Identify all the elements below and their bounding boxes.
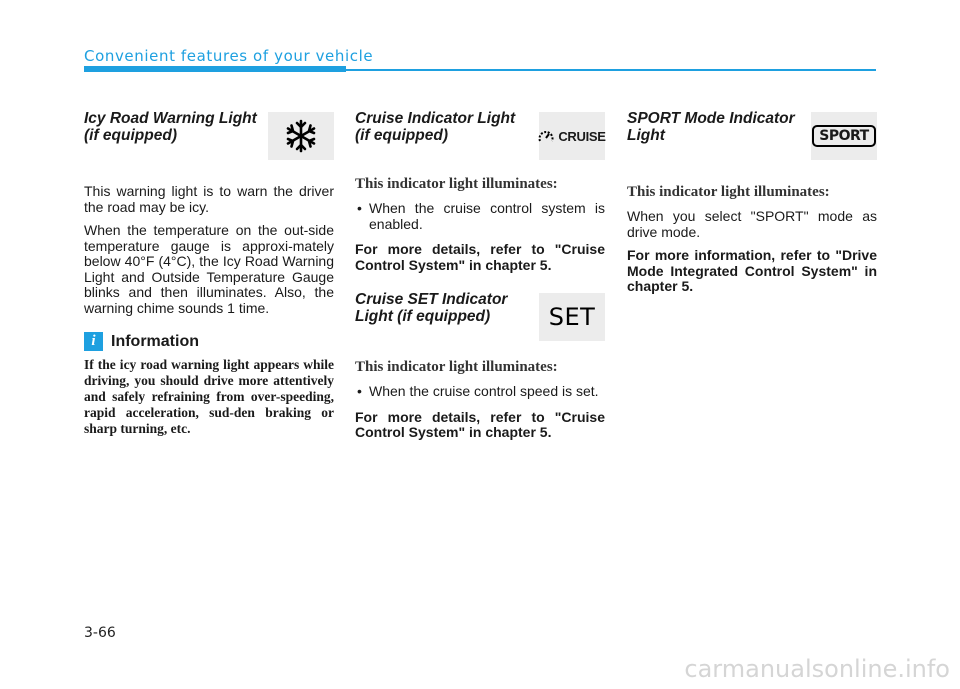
cruise-glyph bbox=[538, 129, 605, 144]
column-sport-mode bbox=[627, 110, 877, 303]
cruise-bullet-list bbox=[355, 201, 605, 232]
sport-title bbox=[627, 110, 807, 144]
information-heading bbox=[84, 332, 334, 351]
icy-road-paragraph-1: This warning light is to warn the driver the road may be icy. bbox=[84, 183, 334, 215]
watermark: carmanualsonline.info bbox=[684, 655, 950, 683]
cruise-icon-text: CRUISE bbox=[558, 128, 606, 144]
cruise-set-indicator-box bbox=[539, 293, 605, 341]
information-text: If the icy road warning light appears while driving, you should drive more attentively and safely refraining from over-speeding, rapid acceleration, sud-den braking or sharp turning, etc. bbox=[84, 357, 334, 436]
information-label: Information bbox=[111, 332, 199, 350]
column-cruise bbox=[355, 110, 605, 449]
sport-paragraph: When you select "SPORT" mode as drive mode. bbox=[627, 208, 877, 240]
header-rule-thick bbox=[84, 66, 346, 72]
cruise-reference-note: For more details, refer to "Cruise Control System" in chapter 5. bbox=[355, 241, 605, 273]
sport-title-line2: Light bbox=[627, 127, 665, 144]
cruise-set-subhead: This indicator light illuminates: bbox=[355, 359, 558, 375]
cruise-heading bbox=[355, 110, 605, 162]
cruise-set-reference-note: For more details, refer to "Cruise Control System" in chapter 5. bbox=[355, 408, 605, 440]
sport-subhead: This indicator light illuminates: bbox=[627, 184, 830, 200]
icy-road-indicator-box bbox=[268, 112, 334, 160]
header-rule-thin bbox=[346, 69, 876, 71]
cruise-title-line1: Cruise Indicator Light bbox=[355, 110, 516, 127]
sport-indicator-box bbox=[811, 112, 877, 160]
icy-road-title-line2: (if equipped) bbox=[84, 127, 177, 144]
sport-icon-text: SPORT bbox=[812, 125, 875, 147]
cruise-indicator-box bbox=[539, 112, 605, 160]
cruise-speedometer-icon bbox=[538, 129, 554, 143]
page-number: 3-66 bbox=[84, 625, 116, 641]
snowflake-icon bbox=[284, 119, 318, 153]
icy-road-paragraph-2: When the temperature on the out-side temperature gauge is approxi-mately below 40°F (4°C), the Icy Road Warning Light and Outside Temperature Gauge blinks and then illuminates. Also, the warning chime sounds 1 time. bbox=[84, 222, 334, 316]
column-icy-road bbox=[84, 110, 334, 437]
cruise-set-heading bbox=[355, 291, 605, 343]
list-item: • When the cruise control speed is set. bbox=[355, 384, 605, 400]
cruise-title-line2: (if equipped) bbox=[355, 127, 448, 144]
cruise-set-title-line1: Cruise SET Indicator bbox=[355, 291, 508, 308]
information-icon: i bbox=[84, 332, 103, 351]
cruise-set-title-line2: Light (if equipped) bbox=[355, 308, 491, 325]
icy-road-title bbox=[84, 110, 264, 144]
cruise-title bbox=[355, 110, 535, 144]
sport-reference-note: For more information, refer to "Drive Mode Integrated Control System" in chapter 5. bbox=[627, 247, 877, 294]
set-icon-text: SET bbox=[548, 303, 596, 331]
cruise-subhead: This indicator light illuminates: bbox=[355, 176, 558, 192]
cruise-set-bullet-list bbox=[355, 384, 605, 400]
sport-title-line1: SPORT Mode Indicator bbox=[627, 110, 795, 127]
sport-heading bbox=[627, 110, 877, 162]
icy-road-heading bbox=[84, 110, 334, 162]
cruise-set-title bbox=[355, 291, 535, 325]
icy-road-title-line1: Icy Road Warning Light bbox=[84, 110, 257, 127]
list-item: • When the cruise control system is enabled. bbox=[355, 201, 605, 232]
section-header-title: Convenient features of your vehicle bbox=[84, 47, 374, 65]
